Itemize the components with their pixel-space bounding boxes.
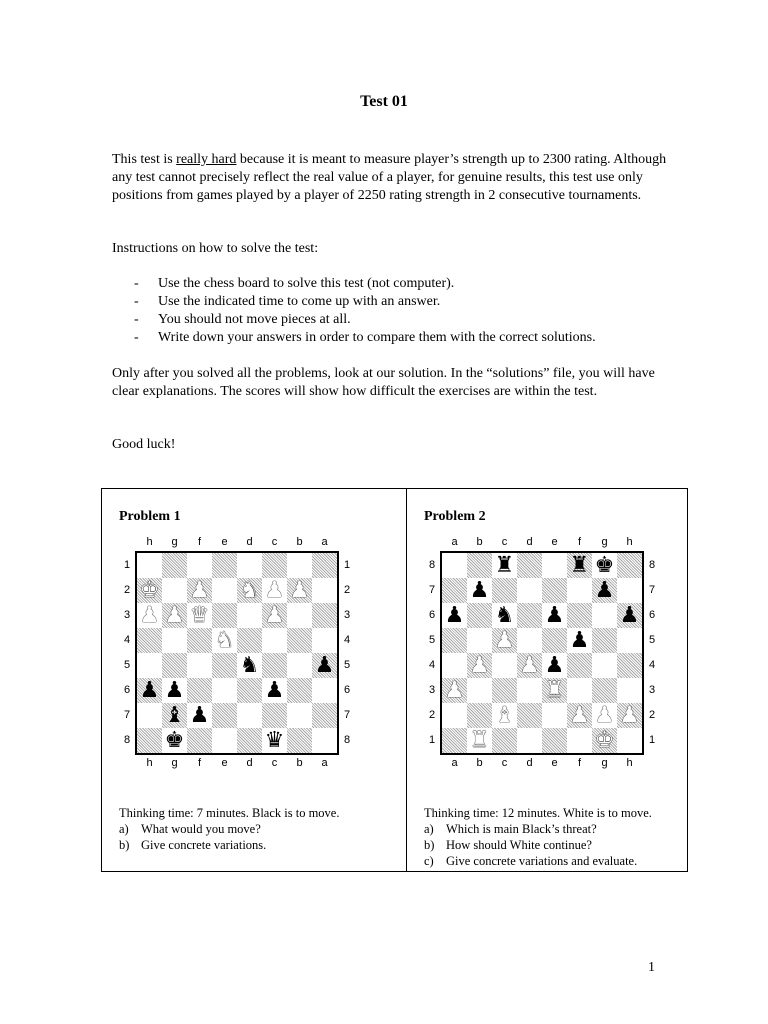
board-square: [442, 703, 467, 728]
board-square: [137, 553, 162, 578]
rank-label: 3: [428, 684, 436, 696]
board-square: [312, 578, 337, 603]
file-label: g: [601, 536, 608, 548]
board-square: [517, 553, 542, 578]
white-pawn-icon: ♟: [264, 603, 285, 628]
board-square: [542, 578, 567, 603]
rank-label: 6: [343, 684, 351, 696]
rank-label: 8: [648, 559, 656, 571]
black-queen-icon: ♛: [264, 728, 285, 753]
black-pawn-icon: ♟: [314, 653, 335, 678]
board-square: [617, 553, 642, 578]
white-pawn-icon: ♟: [469, 653, 490, 678]
file-label: a: [321, 536, 328, 548]
board-square: [262, 628, 287, 653]
board-square: [212, 603, 237, 628]
rank-label: 3: [648, 684, 656, 696]
file-label: b: [476, 757, 483, 769]
white-queen-icon: ♛: [189, 603, 210, 628]
black-pawn-icon: ♟: [164, 678, 185, 703]
rank-label: 5: [648, 634, 656, 646]
board-square: [617, 678, 642, 703]
file-label: d: [246, 757, 253, 769]
board-square: [617, 728, 642, 753]
board-square: [212, 553, 237, 578]
board-square: [442, 628, 467, 653]
file-label: c: [501, 536, 508, 548]
white-rook-icon: ♜: [544, 678, 565, 703]
white-pawn-icon: ♟: [189, 578, 210, 603]
board-square: [287, 628, 312, 653]
board-square: [212, 578, 237, 603]
board-square: [517, 728, 542, 753]
file-label: h: [626, 536, 633, 548]
rank-label: 1: [648, 734, 656, 746]
rank-label: 8: [343, 734, 351, 746]
intro-paragraph: [112, 151, 672, 205]
board-square: [542, 703, 567, 728]
white-knight-icon: ♞: [239, 578, 260, 603]
board-square: [262, 653, 287, 678]
board-square: [137, 653, 162, 678]
board-square: [212, 703, 237, 728]
white-pawn-icon: ♟: [569, 703, 590, 728]
board-square: [542, 553, 567, 578]
intro-text-end: because it is meant to measure player’s strength up to 2300 rating. Although any test cannot precisely reflect the real value of a player, for genuine results, this test use only positions from games played by a player of 2250 rating strength in 2 consecutive tournaments.: [112, 152, 667, 203]
board-square: [287, 678, 312, 703]
black-pawn-icon: ♟: [619, 603, 640, 628]
board-square: [187, 553, 212, 578]
file-label: c: [271, 536, 278, 548]
problem-2-question-a: a) Which is main Black’s threat?: [424, 822, 597, 836]
board-square: [237, 728, 262, 753]
rank-label: 7: [123, 709, 131, 721]
board-square: [592, 678, 617, 703]
black-knight-icon: ♞: [239, 653, 260, 678]
black-rook-icon: ♜: [494, 553, 515, 578]
solutions-paragraph: Only after you solved all the problems, look at our solution. In the “solutions” file, you will have clear explanations. The scores will show how difficult the exercises are within the test.: [112, 366, 655, 399]
white-pawn-icon: ♟: [139, 603, 160, 628]
board-square: [187, 728, 212, 753]
rank-label: 7: [648, 584, 656, 596]
board-square: [137, 628, 162, 653]
board-square: [467, 678, 492, 703]
white-bishop-icon: ♝: [494, 703, 515, 728]
board-square: [162, 628, 187, 653]
board-square: [137, 703, 162, 728]
file-label: g: [601, 757, 608, 769]
white-king-icon: ♚: [594, 728, 615, 753]
board-square: [212, 653, 237, 678]
board-square: [442, 578, 467, 603]
rank-label: 8: [428, 559, 436, 571]
board-square: [162, 578, 187, 603]
board-square: [592, 603, 617, 628]
problem-2-title: Problem 2: [424, 509, 486, 524]
instruction-item: - Write down your answers in order to compare them with the correct solutions.: [134, 329, 674, 347]
board-square: [442, 653, 467, 678]
rank-label: 3: [343, 609, 351, 621]
board-square: [617, 628, 642, 653]
black-pawn-icon: ♟: [264, 678, 285, 703]
white-rook-icon: ♜: [469, 728, 490, 753]
board-square: [492, 653, 517, 678]
rank-label: 6: [648, 609, 656, 621]
board-square: [517, 703, 542, 728]
board-square: [287, 728, 312, 753]
rank-label: 5: [428, 634, 436, 646]
black-pawn-icon: ♟: [544, 603, 565, 628]
rank-label: 5: [343, 659, 351, 671]
page-title: Test 01: [360, 93, 408, 110]
problem-2-text: [424, 805, 652, 869]
board-square: [617, 653, 642, 678]
file-label: g: [171, 536, 178, 548]
problem-1-thinking: Thinking time: 7 minutes. Black is to move.: [119, 806, 340, 820]
rank-label: 6: [428, 609, 436, 621]
board-square: [467, 603, 492, 628]
black-pawn-icon: ♟: [469, 578, 490, 603]
board-square: [312, 628, 337, 653]
board-square: [517, 678, 542, 703]
rank-label: 1: [343, 559, 351, 571]
board-square: [237, 553, 262, 578]
page-number: 1: [648, 960, 655, 975]
white-pawn-icon: ♟: [289, 578, 310, 603]
board-square: [617, 578, 642, 603]
board-square: [212, 728, 237, 753]
board-square: [162, 553, 187, 578]
board-square: [467, 553, 492, 578]
board-square: [237, 628, 262, 653]
black-bishop-icon: ♝: [164, 703, 185, 728]
board-square: [517, 628, 542, 653]
board-square: [567, 728, 592, 753]
file-label: f: [197, 536, 202, 548]
file-label: a: [321, 757, 328, 769]
white-king-icon: ♚: [139, 578, 160, 603]
black-pawn-icon: ♟: [444, 603, 465, 628]
rank-label: 4: [648, 659, 656, 671]
chess-board: [440, 551, 644, 755]
white-pawn-icon: ♟: [519, 653, 540, 678]
problem-1-title: Problem 1: [119, 509, 181, 524]
white-pawn-icon: ♟: [444, 678, 465, 703]
file-label: f: [577, 757, 582, 769]
file-label: g: [171, 757, 178, 769]
problem-2-question-c: c) Give concrete variations and evaluate.: [424, 854, 638, 868]
file-label: e: [551, 757, 558, 769]
board-square: [312, 553, 337, 578]
file-label: e: [221, 757, 228, 769]
good-luck-text: Good luck!: [112, 437, 176, 452]
black-king-icon: ♚: [164, 728, 185, 753]
board-square: [467, 628, 492, 653]
board-square: [467, 703, 492, 728]
white-pawn-icon: ♟: [494, 628, 515, 653]
board-square: [187, 678, 212, 703]
board-square: [312, 703, 337, 728]
board-square: [567, 678, 592, 703]
board-square: [262, 703, 287, 728]
rank-label: 2: [123, 584, 131, 596]
black-pawn-icon: ♟: [544, 653, 565, 678]
board-square: [517, 603, 542, 628]
file-label: b: [476, 536, 483, 548]
board-square: [492, 578, 517, 603]
board-square: [517, 578, 542, 603]
file-label: h: [146, 757, 153, 769]
file-label: h: [626, 757, 633, 769]
file-label: e: [221, 536, 228, 548]
problem-2-thinking: Thinking time: 12 minutes. White is to move.: [424, 806, 652, 820]
rank-label: 3: [123, 609, 131, 621]
rank-label: 1: [428, 734, 436, 746]
problems-divider: [406, 488, 407, 872]
board-square: [312, 728, 337, 753]
black-king-icon: ♚: [594, 553, 615, 578]
board-square: [137, 728, 162, 753]
white-pawn-icon: ♟: [619, 703, 640, 728]
black-pawn-icon: ♟: [189, 703, 210, 728]
board-square: [237, 703, 262, 728]
rank-label: 5: [123, 659, 131, 671]
board-square: [312, 603, 337, 628]
white-pawn-icon: ♟: [264, 578, 285, 603]
instruction-item: - Use the chess board to solve this test (not computer).: [134, 275, 674, 293]
file-label: b: [296, 536, 303, 548]
rank-label: 6: [123, 684, 131, 696]
file-label: f: [577, 536, 582, 548]
board-square: [492, 728, 517, 753]
file-label: c: [271, 757, 278, 769]
black-pawn-icon: ♟: [594, 578, 615, 603]
rank-label: 8: [123, 734, 131, 746]
black-knight-icon: ♞: [494, 603, 515, 628]
board-square: [312, 678, 337, 703]
instruction-item: - Use the indicated time to come up with an answer.: [134, 293, 674, 311]
problem-1-question-b: b) Give concrete variations.: [119, 838, 267, 852]
rank-label: 4: [343, 634, 351, 646]
instructions-list: [134, 275, 674, 347]
board-square: [592, 628, 617, 653]
board-square: [287, 653, 312, 678]
file-label: a: [451, 536, 458, 548]
rank-label: 2: [343, 584, 351, 596]
board-square: [567, 603, 592, 628]
intro-underlined-text: really hard: [176, 152, 237, 167]
board-square: [592, 653, 617, 678]
board-square: [237, 678, 262, 703]
problem-1-question-a: a) What would you move?: [119, 822, 261, 836]
board-square: [492, 678, 517, 703]
problem-2-question-b: b) How should White continue?: [424, 838, 592, 852]
black-pawn-icon: ♟: [139, 678, 160, 703]
intro-text-start: This test is: [112, 152, 177, 167]
rank-label: 2: [648, 709, 656, 721]
file-label: f: [197, 757, 202, 769]
instruction-item: - You should not move pieces at all.: [134, 311, 674, 329]
black-rook-icon: ♜: [569, 553, 590, 578]
board-square: [567, 578, 592, 603]
board-square: [287, 703, 312, 728]
white-knight-icon: ♞: [214, 628, 235, 653]
board-square: [567, 653, 592, 678]
white-pawn-icon: ♟: [164, 603, 185, 628]
rank-label: 4: [123, 634, 131, 646]
rank-label: 7: [343, 709, 351, 721]
file-label: d: [246, 536, 253, 548]
board-square: [287, 603, 312, 628]
file-label: b: [296, 757, 303, 769]
black-pawn-icon: ♟: [569, 628, 590, 653]
chess-board: [135, 551, 339, 755]
file-label: d: [526, 536, 533, 548]
board-square: [442, 728, 467, 753]
file-label: h: [146, 536, 153, 548]
instructions-heading: Instructions on how to solve the test:: [112, 241, 319, 256]
rank-label: 1: [123, 559, 131, 571]
board-square: [542, 728, 567, 753]
board-square: [162, 653, 187, 678]
board-square: [262, 553, 287, 578]
file-label: d: [526, 757, 533, 769]
file-label: a: [451, 757, 458, 769]
file-label: c: [501, 757, 508, 769]
board-square: [237, 603, 262, 628]
board-square: [187, 628, 212, 653]
board-square: [442, 553, 467, 578]
rank-label: 2: [428, 709, 436, 721]
file-label: e: [551, 536, 558, 548]
board-square: [542, 628, 567, 653]
board-square: [287, 553, 312, 578]
problem-1-text: [119, 805, 339, 853]
rank-label: 4: [428, 659, 436, 671]
white-pawn-icon: ♟: [594, 703, 615, 728]
rank-label: 7: [428, 584, 436, 596]
board-square: [187, 653, 212, 678]
board-square: [212, 678, 237, 703]
